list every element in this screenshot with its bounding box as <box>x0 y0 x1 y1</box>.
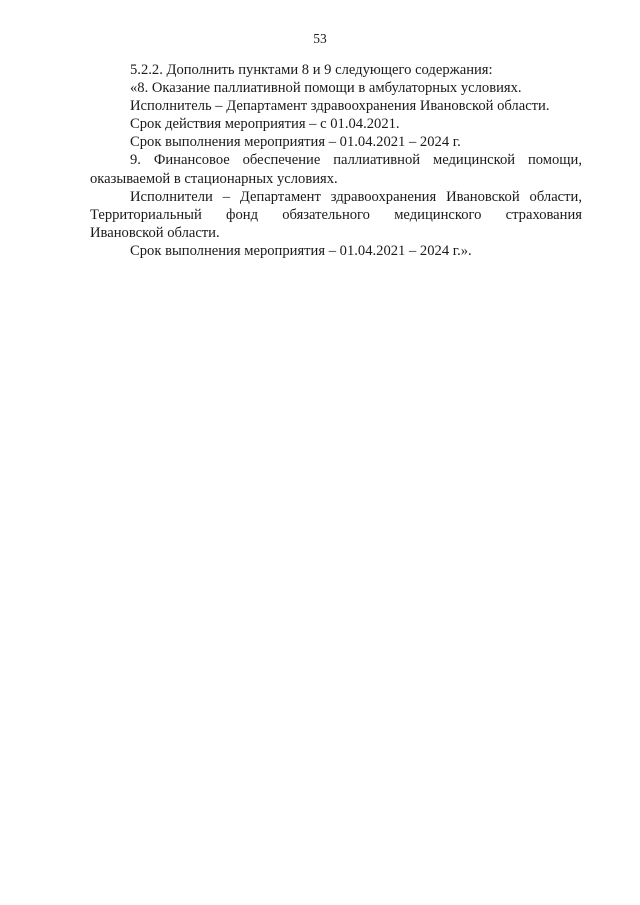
paragraph-executors-line-2: Территориальный фонд обязательного медицинского страхования <box>90 206 582 223</box>
paragraph-execution-period: Срок выполнения мероприятия – 01.04.2021 – 2024 г. <box>130 134 461 151</box>
paragraph-executors <box>90 188 582 242</box>
paragraph-validity-period: Срок действия мероприятия – с 01.04.2021. <box>130 116 400 133</box>
paragraph-executors-line-3: Ивановской области. <box>90 224 220 241</box>
document-body <box>90 61 582 260</box>
paragraph-5-2-2: 5.2.2. Дополнить пунктами 8 и 9 следующего содержания: <box>130 62 493 78</box>
paragraph-item-8: «8. Оказание паллиативной помощи в амбулаторных условиях. <box>130 80 522 97</box>
paragraph-executors-line-1: Исполнители – Департамент здравоохранения Ивановской области, <box>130 188 582 205</box>
paragraph-item-9 <box>90 151 582 187</box>
paragraph-executor: Исполнитель – Департамент здравоохранения Ивановской области. <box>130 98 550 115</box>
paragraph-item-9-line-2: оказываемой в стационарных условиях. <box>90 170 338 187</box>
page-number: 53 <box>313 31 327 46</box>
paragraph-item-9-line-1: 9. Финансовое обеспечение паллиативной медицинской помощи, <box>130 152 582 169</box>
paragraph-execution-period-final: Срок выполнения мероприятия – 01.04.2021 – 2024 г.». <box>130 242 472 259</box>
